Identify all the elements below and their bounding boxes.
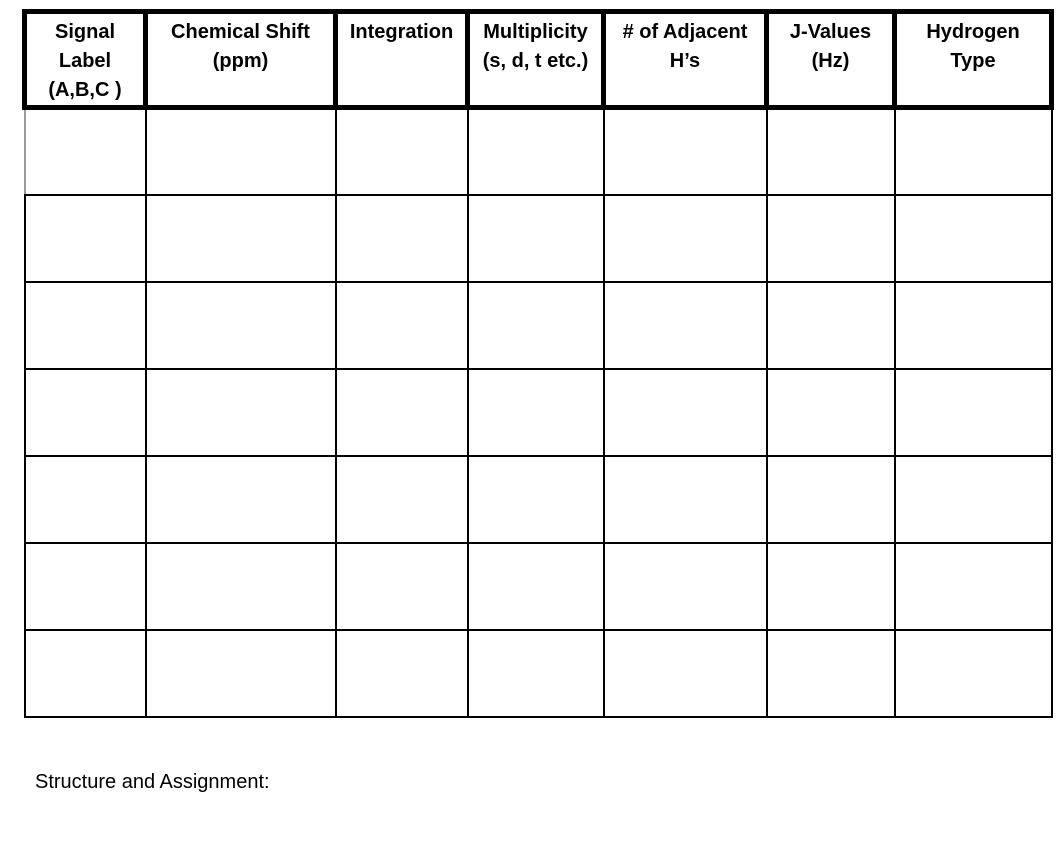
table-row <box>25 456 1052 543</box>
table-cell[interactable] <box>146 282 336 369</box>
table-cell[interactable] <box>25 369 146 456</box>
table-cell[interactable] <box>895 369 1052 456</box>
table-cell[interactable] <box>604 456 767 543</box>
table-cell[interactable] <box>767 456 895 543</box>
table-cell[interactable] <box>25 630 146 717</box>
table-cell[interactable] <box>468 282 604 369</box>
table-cell[interactable] <box>146 369 336 456</box>
table-cell[interactable] <box>604 195 767 282</box>
table-cell[interactable] <box>25 456 146 543</box>
table-cell[interactable] <box>767 282 895 369</box>
table-cell[interactable] <box>895 543 1052 630</box>
table-cell[interactable] <box>767 543 895 630</box>
table-cell[interactable] <box>468 369 604 456</box>
table-row <box>25 282 1052 369</box>
table-row <box>25 630 1052 717</box>
header-j-values: J-Values (Hz) <box>767 12 895 108</box>
table-cell[interactable] <box>767 195 895 282</box>
header-signal-label: Signal Label (A,B,C ) <box>25 12 146 108</box>
header-row <box>25 12 1052 108</box>
table-cell[interactable] <box>767 369 895 456</box>
table-row <box>25 369 1052 456</box>
header-hydrogen-type: Hydrogen Type <box>895 12 1052 108</box>
header-multiplicity: Multiplicity (s, d, t etc.) <box>468 12 604 108</box>
table-cell[interactable] <box>336 456 468 543</box>
table-cell[interactable] <box>895 108 1052 195</box>
table-cell[interactable] <box>146 108 336 195</box>
table-cell[interactable] <box>336 543 468 630</box>
table-cell[interactable] <box>468 543 604 630</box>
table-body <box>25 108 1052 717</box>
table-cell[interactable] <box>25 195 146 282</box>
nmr-data-table <box>22 9 1054 718</box>
table-cell[interactable] <box>146 456 336 543</box>
table-cell[interactable] <box>468 108 604 195</box>
table-cell[interactable] <box>604 282 767 369</box>
table-cell[interactable] <box>468 630 604 717</box>
table-cell[interactable] <box>468 195 604 282</box>
table-row <box>25 108 1052 195</box>
table-cell[interactable] <box>895 282 1052 369</box>
table-cell[interactable] <box>146 543 336 630</box>
table-cell[interactable] <box>895 456 1052 543</box>
table-cell[interactable] <box>336 108 468 195</box>
table-cell[interactable] <box>895 630 1052 717</box>
header-integration: Integration <box>336 12 468 108</box>
header-adjacent-h: # of Adjacent H’s <box>604 12 767 108</box>
table-row <box>25 195 1052 282</box>
header-chemical-shift: Chemical Shift (ppm) <box>146 12 336 108</box>
table-row <box>25 543 1052 630</box>
table-cell[interactable] <box>146 195 336 282</box>
table-cell[interactable] <box>895 195 1052 282</box>
table-cell[interactable] <box>604 543 767 630</box>
table-cell[interactable] <box>336 195 468 282</box>
structure-assignment-label: Structure and Assignment: <box>35 771 270 793</box>
table-cell[interactable] <box>336 369 468 456</box>
table-cell[interactable] <box>767 630 895 717</box>
table-cell[interactable] <box>336 630 468 717</box>
table-cell[interactable] <box>604 630 767 717</box>
table-cell[interactable] <box>468 456 604 543</box>
table-cell[interactable] <box>604 108 767 195</box>
table-cell[interactable] <box>767 108 895 195</box>
table-cell[interactable] <box>25 282 146 369</box>
table-cell[interactable] <box>336 282 468 369</box>
table-cell[interactable] <box>25 108 146 195</box>
table-cell[interactable] <box>146 630 336 717</box>
table-cell[interactable] <box>25 543 146 630</box>
table-cell[interactable] <box>604 369 767 456</box>
